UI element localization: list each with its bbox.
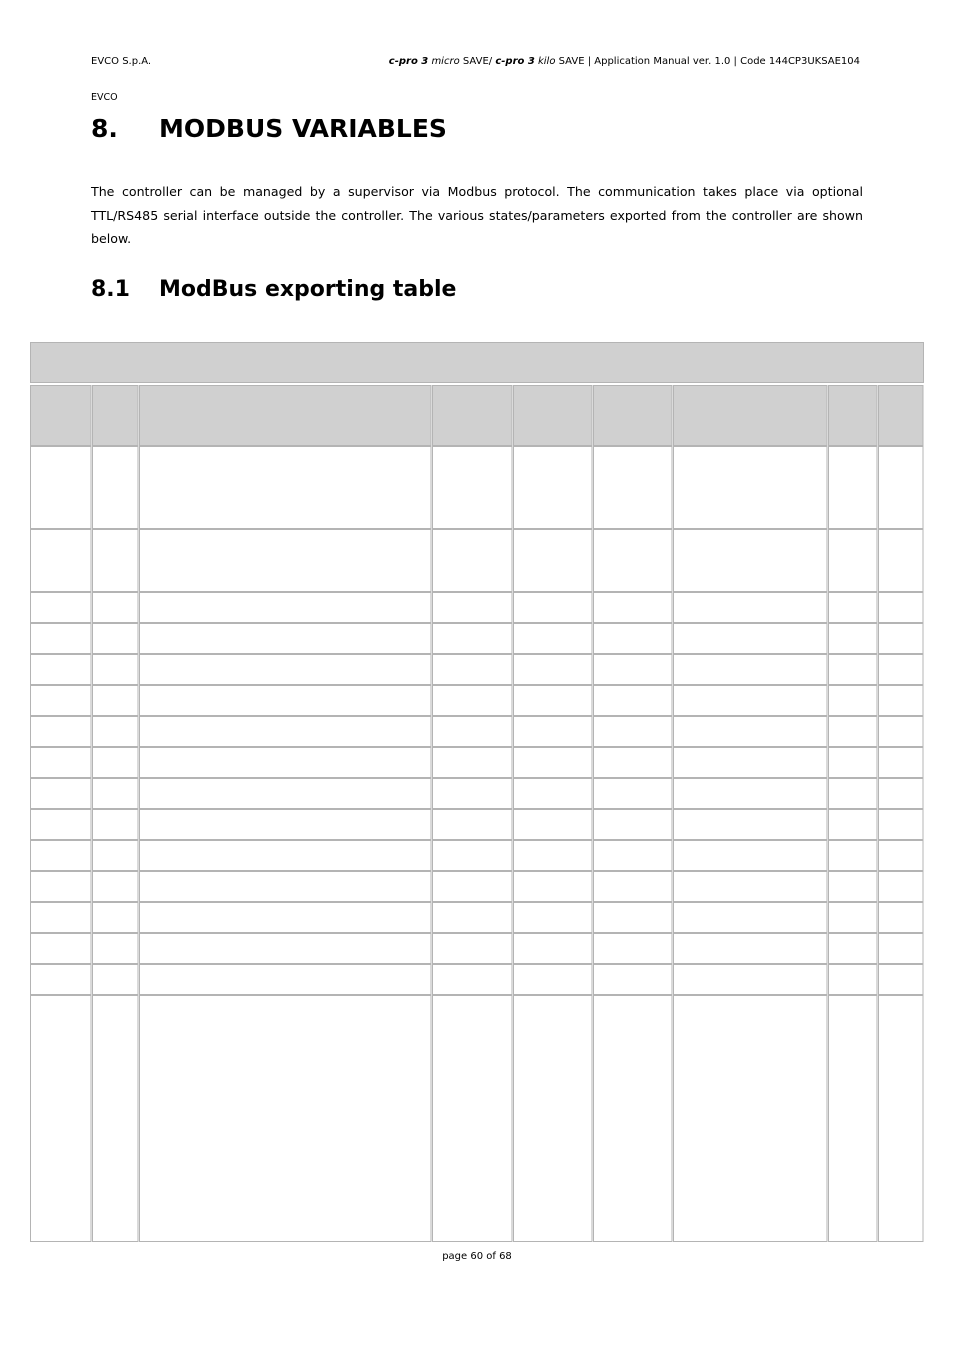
table-cell — [433, 655, 513, 685]
table-cell — [829, 810, 878, 840]
header-cell — [594, 386, 673, 446]
manual-info: SAVE | Application Manual ver. 1.0 | Code 144CP3UKSAE104 — [555, 56, 860, 67]
table-cell — [31, 624, 92, 654]
table-cell — [829, 903, 878, 933]
table-cell — [514, 624, 593, 654]
table-cell — [140, 530, 432, 592]
table-cell — [140, 447, 432, 529]
intro-paragraph: The controller can be managed by a supervisor via Modbus protocol. The communication takes place via optional TTL/RS485 serial interface outside the controller. The various states/parameters exported from the controller are shown below. — [91, 184, 863, 246]
table-cell — [514, 779, 593, 809]
table-cell — [879, 810, 924, 840]
product-a-suffix: SAVE/ — [459, 56, 496, 67]
table-cell — [93, 447, 139, 529]
table-cell — [433, 717, 513, 747]
table-cell — [140, 748, 432, 778]
table-cell — [31, 779, 92, 809]
table-cell — [594, 748, 673, 778]
table-cell — [31, 903, 92, 933]
table-cell — [594, 872, 673, 902]
table-cell — [433, 530, 513, 592]
modbus-table-grid — [30, 342, 924, 1244]
table-cell — [140, 655, 432, 685]
table-cell — [140, 717, 432, 747]
table-cell — [433, 965, 513, 995]
table-cell — [594, 447, 673, 529]
table-cell — [829, 686, 878, 716]
table-cell — [879, 447, 924, 529]
table-cell — [829, 934, 878, 964]
table-cell — [93, 593, 139, 623]
table-cell — [674, 717, 828, 747]
table-cell — [514, 530, 593, 592]
table-cell — [93, 903, 139, 933]
brand-label: EVCO — [91, 92, 118, 103]
table-cell — [93, 748, 139, 778]
section-heading — [91, 114, 447, 143]
table-cell — [93, 655, 139, 685]
table-cell — [140, 810, 432, 840]
table-cell — [594, 530, 673, 592]
table-cell — [829, 624, 878, 654]
table-cell — [829, 996, 878, 1242]
table-title-bar — [31, 343, 924, 383]
table-cell — [674, 965, 828, 995]
table-cell — [31, 530, 92, 592]
table-cell — [31, 655, 92, 685]
table-cell — [594, 934, 673, 964]
table-cell — [140, 624, 432, 654]
table-cell — [140, 841, 432, 871]
table-cell — [594, 593, 673, 623]
table-cell — [433, 748, 513, 778]
table-cell — [93, 872, 139, 902]
table-cell — [674, 686, 828, 716]
table-cell — [674, 748, 828, 778]
subsection-number: 8.1 — [91, 277, 130, 302]
modbus-table — [30, 342, 924, 1244]
table-cell — [93, 779, 139, 809]
table-cell — [31, 593, 92, 623]
table-cell — [514, 996, 593, 1242]
table-cell — [674, 934, 828, 964]
table-cell — [514, 841, 593, 871]
table-cell — [829, 965, 878, 995]
table-cell — [594, 655, 673, 685]
table-cell — [594, 996, 673, 1242]
table-cell — [879, 593, 924, 623]
table-cell — [140, 593, 432, 623]
table-cell — [433, 996, 513, 1242]
section-title: MODBUS VARIABLES — [159, 114, 447, 143]
table-cell — [594, 686, 673, 716]
table-cell — [879, 779, 924, 809]
table-cell — [433, 686, 513, 716]
table-cell — [140, 934, 432, 964]
table-cell — [93, 530, 139, 592]
table-cell — [31, 934, 92, 964]
table-cell — [433, 624, 513, 654]
table-cell — [31, 748, 92, 778]
subsection-title: ModBus exporting table — [159, 277, 457, 302]
table-cell — [93, 934, 139, 964]
header-document-info — [389, 56, 860, 67]
table-cell — [879, 748, 924, 778]
table-cell — [879, 996, 924, 1242]
table-cell — [433, 447, 513, 529]
table-cell — [140, 686, 432, 716]
table-cell — [674, 779, 828, 809]
table-cell — [514, 717, 593, 747]
table-cell — [514, 655, 593, 685]
page-number: page 60 of 68 — [442, 1251, 512, 1262]
table-cell — [93, 624, 139, 654]
table-cell — [433, 810, 513, 840]
table-cell — [93, 996, 139, 1242]
table-cell — [93, 965, 139, 995]
table-cell — [93, 841, 139, 871]
table-cell — [140, 779, 432, 809]
table-cell — [31, 686, 92, 716]
table-cell — [829, 841, 878, 871]
table-cell — [879, 965, 924, 995]
table-cell — [674, 530, 828, 592]
product-a-name: c-pro 3 — [388, 56, 429, 67]
table-cell — [674, 810, 828, 840]
table-cell — [594, 717, 673, 747]
product-b-variant: kilo — [534, 56, 556, 67]
table-cell — [829, 748, 878, 778]
table-cell — [31, 447, 92, 529]
table-cell — [674, 447, 828, 529]
table-cell — [879, 530, 924, 592]
table-cell — [594, 624, 673, 654]
header-cell — [140, 386, 432, 446]
header-cell — [879, 386, 924, 446]
table-cell — [514, 810, 593, 840]
table-cell — [879, 903, 924, 933]
table-cell — [674, 593, 828, 623]
table-cell — [829, 447, 878, 529]
table-cell — [674, 841, 828, 871]
table-cell — [674, 872, 828, 902]
table-cell — [594, 810, 673, 840]
table-cell — [93, 686, 139, 716]
table-cell — [594, 779, 673, 809]
table-cell — [31, 965, 92, 995]
table-cell — [514, 934, 593, 964]
table-cell — [31, 872, 92, 902]
table-cell — [879, 872, 924, 902]
product-a-variant: micro — [428, 56, 460, 67]
table-cell — [433, 593, 513, 623]
table-cell — [594, 965, 673, 995]
table-cell — [514, 965, 593, 995]
header-cell — [31, 386, 92, 446]
table-cell — [879, 624, 924, 654]
table-cell — [93, 717, 139, 747]
header-cell — [674, 386, 828, 446]
table-cell — [829, 530, 878, 592]
section-number: 8. — [91, 114, 118, 143]
product-b-name: c-pro 3 — [495, 56, 535, 67]
table-cell — [879, 934, 924, 964]
table-cell — [879, 841, 924, 871]
header-cell — [514, 386, 593, 446]
table-cell — [514, 748, 593, 778]
table-cell — [829, 593, 878, 623]
table-cell — [674, 624, 828, 654]
table-cell — [879, 686, 924, 716]
table-cell — [433, 934, 513, 964]
table-cell — [140, 903, 432, 933]
table-cell — [674, 655, 828, 685]
header-cell — [93, 386, 139, 446]
table-cell — [433, 841, 513, 871]
table-cell — [140, 872, 432, 902]
table-cell — [674, 996, 828, 1242]
table-cell — [433, 779, 513, 809]
table-cell — [514, 872, 593, 902]
table-cell — [93, 810, 139, 840]
subsection-heading — [91, 277, 456, 302]
table-cell — [879, 717, 924, 747]
header-company: EVCO S.p.A. — [91, 56, 152, 67]
table-cell — [594, 841, 673, 871]
table-cell — [514, 686, 593, 716]
table-cell — [514, 903, 593, 933]
table-cell — [829, 717, 878, 747]
table-cell — [829, 872, 878, 902]
table-cell — [31, 996, 92, 1242]
header-cell — [433, 386, 513, 446]
table-cell — [31, 841, 92, 871]
table-cell — [829, 655, 878, 685]
table-cell — [674, 903, 828, 933]
header-cell — [829, 386, 878, 446]
table-cell — [879, 655, 924, 685]
table-cell — [514, 447, 593, 529]
table-cell — [31, 810, 92, 840]
table-cell — [140, 965, 432, 995]
table-cell — [140, 996, 432, 1242]
table-cell — [433, 872, 513, 902]
table-cell — [594, 903, 673, 933]
table-cell — [829, 779, 878, 809]
table-cell — [31, 717, 92, 747]
table-cell — [514, 593, 593, 623]
table-cell — [433, 903, 513, 933]
